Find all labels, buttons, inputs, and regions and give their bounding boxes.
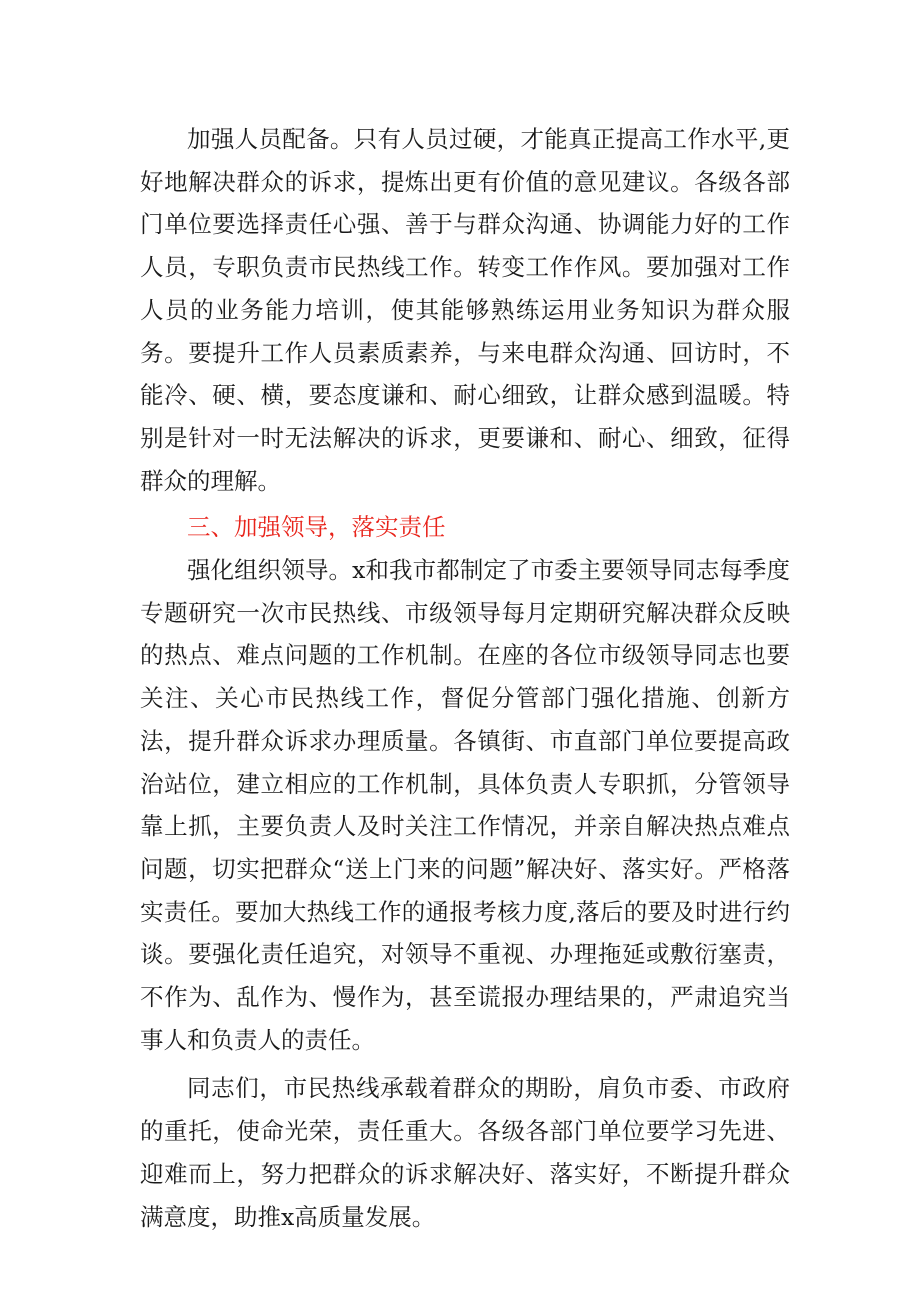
paragraph-staffing: 加强人员配备。只有人员过硬，才能真正提高工作水平,更好地解决群众的诉求，提炼出更有价值的意见建议。各级各部门单位要选择责任心强、善于与群众沟通、协调能力好的工作人员，专职负责市民热线工作。转变工作作风。要加强对工作人员的业务能力培训，使其能够熟练运用业务知识为群众服务。要提升工作人员素质素养，与来电群众沟通、回访时，不能冷、硬、横，要态度谦和、耐心细致，让群众感到温暖。特别是针对一时无法解决的诉求，更要谦和、耐心、细致，征得群众的理解。 [140, 125, 790, 495]
paragraph-leadership: 强化组织领导。x和我市都制定了市委主要领导同志每季度专题研究一次市民热线、市级领导每月定期研究解决群众反映的热点、难点问题的工作机制。在座的各位市级领导同志也要关注、关心市民热线工作，督促分管部门强化措施、创新方法，提升群众诉求办理质量。各镇街、市直部门单位要提高政治站位，建立相应的工作机制，具体负责人专职抓，分管领导靠上抓，主要负责人及时关注工作情况，并亲自解决热点难点问题，切实把群众“送上门来的问题”解决好、落实好。严格落实责任。要加大热线工作的通报考核力度,落后的要及时进行约谈。要强化责任追究，对领导不重视、办理拖延或敷衍塞责，不作为、乱作为、慢作为，甚至谎报办理结果的，严肃追究当事人和负责人的责任。 [140, 556, 790, 1054]
section-heading: 三、加强领导，落实责任 [187, 513, 446, 542]
document-page [140, 118, 790, 1238]
paragraph-closing: 同志们，市民热线承载着群众的期盼，肩负市委、市政府的重托，使命光荣，责任重大。各级各部门单位要学习先进、迎难而上，努力把群众的诉求解决好、落实好，不断提升群众满意度，助推x高质量发展。 [140, 1074, 790, 1231]
